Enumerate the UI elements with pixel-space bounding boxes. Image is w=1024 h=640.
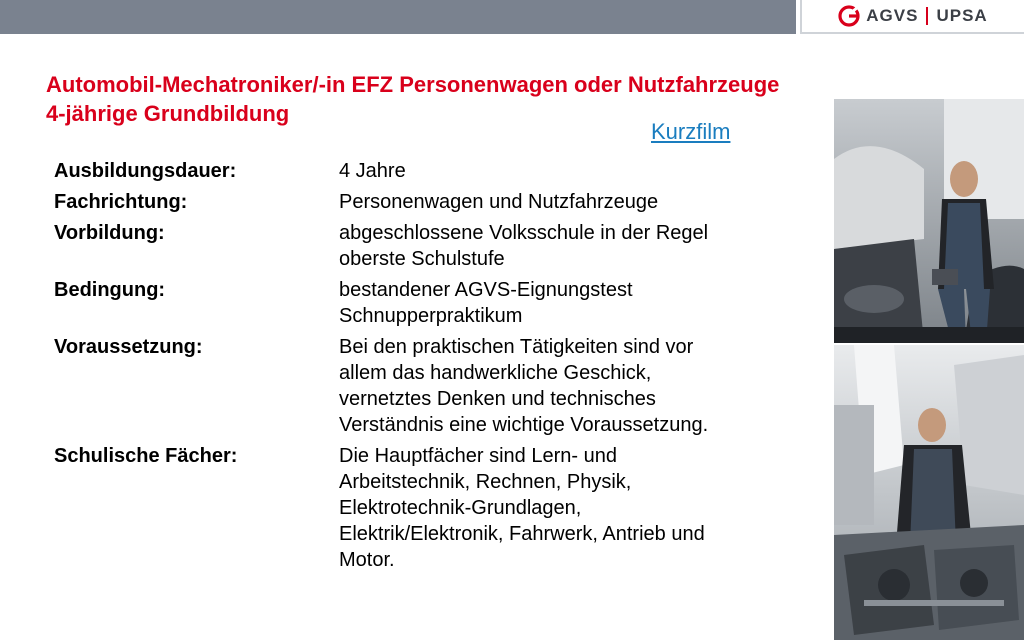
row-ausbildungsdauer <box>54 158 794 184</box>
row-value-line: Schnupperpraktikum <box>339 305 523 327</box>
row-value-line: Motor. <box>339 549 395 571</box>
row-label: Ausbildungsdauer: <box>54 160 237 182</box>
title-line-2: 4-jährige Grundbildung <box>46 101 290 126</box>
slide-title <box>46 70 926 128</box>
row-value <box>339 443 769 573</box>
row-schulische-faecher <box>54 443 794 573</box>
row-value-line: oberste Schulstufe <box>339 248 505 270</box>
logo-text-upsa: UPSA <box>936 6 988 25</box>
logo-divider <box>926 7 928 25</box>
row-label: Schulische Fächer: <box>54 445 238 467</box>
kurzfilm-link[interactable]: Kurzfilm <box>651 119 731 144</box>
row-fachrichtung <box>54 189 794 215</box>
row-value-line: Elektrotechnik-Grundlagen, <box>339 497 582 519</box>
mechanic-truck-photo <box>834 345 1024 640</box>
row-value <box>339 277 769 329</box>
row-value-line: Elektrik/Elektronik, Fahrwerk, Antrieb und <box>339 523 705 545</box>
row-vorbildung <box>54 220 794 272</box>
agvs-upsa-logo <box>800 0 1024 34</box>
row-label: Voraussetzung: <box>54 336 203 358</box>
row-value-line: Die Hauptfächer sind Lern- und <box>339 445 617 467</box>
row-value-line: abgeschlossene Volksschule in der Regel <box>339 222 709 244</box>
row-value-line: Personenwagen und Nutzfahrzeuge <box>339 191 659 213</box>
row-bedingung <box>54 277 794 329</box>
row-label: Fachrichtung: <box>54 191 188 213</box>
row-label: Bedingung: <box>54 279 166 301</box>
agvs-logo-icon <box>838 5 860 27</box>
mechanic-car-photo <box>834 99 1024 343</box>
row-value <box>339 189 769 215</box>
row-value-line: Arbeitstechnik, Rechnen, Physik, <box>339 471 632 493</box>
row-value-line: Bei den praktischen Tätigkeiten sind vor <box>339 336 694 358</box>
row-value-line: allem das handwerkliche Geschick, <box>339 362 652 384</box>
row-value <box>339 334 769 438</box>
info-table <box>54 158 794 578</box>
logo-text-agvs: AGVS <box>866 6 919 25</box>
row-value <box>339 158 769 184</box>
top-bar <box>0 0 796 34</box>
row-value-line: vernetztes Denken und technisches <box>339 388 656 410</box>
row-label: Vorbildung: <box>54 222 165 244</box>
row-value-line: Verständnis eine wichtige Voraussetzung. <box>339 414 709 436</box>
row-value-line: 4 Jahre <box>339 160 406 182</box>
row-voraussetzung <box>54 334 794 438</box>
row-value-line: bestandener AGVS-Eignungstest <box>339 279 633 301</box>
title-line-1: Automobil-Mechatroniker/-in EFZ Personenwagen oder Nutzfahrzeuge <box>46 72 780 97</box>
row-value <box>339 220 769 272</box>
